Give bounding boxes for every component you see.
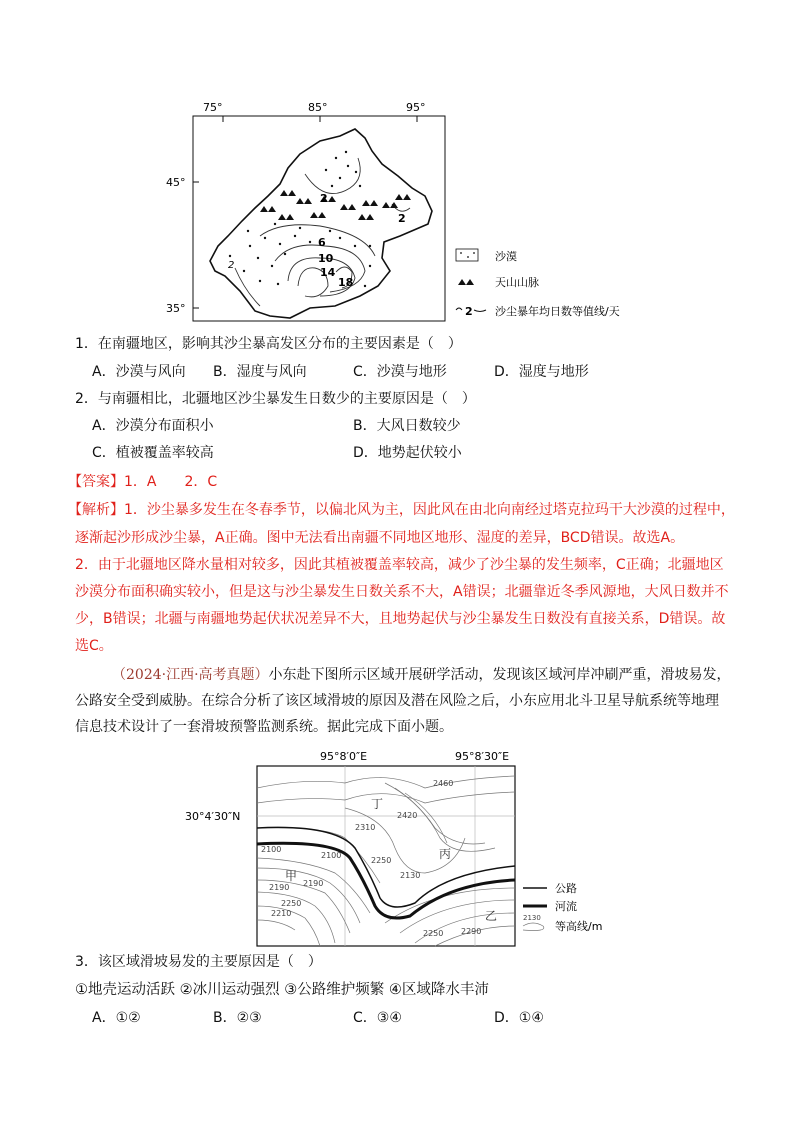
lon-label-95-8-30: 95°8′30″E bbox=[455, 750, 510, 763]
map-label: 2250 bbox=[423, 929, 444, 938]
lat-label-30-4-30: 30°4′30″N bbox=[185, 810, 241, 823]
analysis-line-3: 2．由于北疆地区降水量相对较多，因此其植被覆盖率较高，减少了沙尘暴的发生频率，C正确；北疆地区 bbox=[75, 557, 724, 573]
map-label: 2 bbox=[465, 305, 473, 318]
map-label: 2210 bbox=[271, 909, 292, 918]
intro-line-3: 信息技术设计了一套滑坡预警监测系统。据此完成下面小题。 bbox=[75, 719, 453, 735]
legend-contour-m: 等高线/m bbox=[555, 920, 603, 933]
lon-label-95: 95° bbox=[406, 101, 426, 114]
place-yi: 乙 bbox=[485, 909, 498, 923]
legend-desert: 沙漠 bbox=[495, 250, 517, 263]
map-label: 2 bbox=[228, 260, 235, 271]
map-label: 2250 bbox=[371, 856, 392, 865]
map-label: 6 bbox=[318, 236, 326, 249]
q2-option-c[interactable]: C．植被覆盖率较高 bbox=[92, 445, 214, 461]
landslide-contour-map bbox=[185, 748, 625, 948]
lat-label-35: 35° bbox=[166, 302, 186, 315]
lon-label-85: 85° bbox=[308, 101, 328, 114]
lat-label-45: 45° bbox=[166, 176, 186, 189]
map-label: 2310 bbox=[355, 823, 376, 832]
q3-option-b[interactable]: B．②③ bbox=[213, 1010, 262, 1026]
map-label: 2420 bbox=[397, 811, 418, 820]
q3-stem: 3．该区域滑坡易发的主要原因是（ ） bbox=[75, 954, 322, 970]
lon-label-95-8-0: 95°8′0″E bbox=[320, 750, 368, 763]
lon-label-75: 75° bbox=[203, 101, 223, 114]
map-label: 2460 bbox=[433, 779, 454, 788]
map-label: 2 bbox=[320, 192, 328, 205]
q2-option-b[interactable]: B．大风日数较少 bbox=[353, 418, 461, 434]
q1-option-d[interactable]: D．湿度与地形 bbox=[494, 364, 589, 380]
legend-contour: 沙尘暴年均日数等值线/天 bbox=[495, 305, 620, 318]
analysis-line-6: 选C。 bbox=[75, 638, 113, 654]
map-label: 2250 bbox=[281, 899, 302, 908]
map-label: 14 bbox=[320, 266, 336, 279]
q1-option-b[interactable]: B．湿度与风向 bbox=[213, 364, 307, 380]
q3-option-d[interactable]: D．①④ bbox=[494, 1010, 544, 1026]
analysis-head: 【解析】 bbox=[68, 502, 124, 518]
xinjiang-sandstorm-map bbox=[160, 96, 660, 326]
q2-stem: 2．与南疆相比，北疆地区沙尘暴发生日数少的主要原因是（ ） bbox=[75, 391, 476, 407]
q2-option-d[interactable]: D．地势起伏较小 bbox=[353, 445, 462, 461]
place-ding: 丁 bbox=[371, 797, 384, 811]
map-label: 2100 bbox=[321, 851, 342, 860]
q3-option-a[interactable]: A．①② bbox=[92, 1010, 141, 1026]
intro-line-2: 公路安全受到威胁。在综合分析了该区域滑坡的原因及潜在风险之后，小东应用北斗卫星导航系统等地理 bbox=[75, 693, 719, 709]
analysis-line-4: 沙漠分布面积确实较小，但是这与沙尘暴发生日数关系不大，A错误；北疆靠近冬季风源地，大风日数并不 bbox=[75, 584, 729, 600]
analysis-line-2: 逐渐起沙形成沙尘暴，A正确。图中无法看出南疆不同地区地形、湿度的差异，BCD错误。故选A。 bbox=[75, 530, 685, 546]
map-label: 2 bbox=[398, 212, 406, 225]
legend-river: 河流 bbox=[555, 900, 577, 913]
q1-option-a[interactable]: A．沙漠与风向 bbox=[92, 364, 186, 380]
intro-line-1: （2024·江西·高考真题）小东赴下图所示区域开展研学活动，发现该区域河岸冲刷严重，滑坡易发， bbox=[112, 667, 731, 683]
analysis-line-5: 少，B错误；北疆与南疆地势起伏状况差异不大，且地势起伏与沙尘暴发生日数没有直接关系，D错误。故 bbox=[75, 611, 726, 627]
place-jia: 甲 bbox=[285, 869, 298, 883]
map-label: 2100 bbox=[261, 845, 282, 854]
answer-line: 【答案】1．A 2．C bbox=[68, 474, 218, 490]
map-label: 2130 bbox=[523, 914, 541, 922]
map-label: 2130 bbox=[400, 871, 421, 880]
place-bing: 丙 bbox=[439, 847, 452, 861]
map-label: 18 bbox=[338, 276, 354, 289]
q3-option-c[interactable]: C．③④ bbox=[353, 1010, 402, 1026]
legend-road: 公路 bbox=[555, 882, 577, 895]
map-label: 2190 bbox=[303, 879, 324, 888]
legend-tianshan: 天山山脉 bbox=[495, 276, 539, 289]
road-line bbox=[257, 827, 515, 907]
source-tag: （2024·江西·高考真题） bbox=[112, 667, 269, 683]
analysis-line-1: 【解析】1．沙尘暴多发生在冬春季节，以偏北风为主，因此风在由北向南经过塔克拉玛干大沙漠的过程中， bbox=[68, 502, 735, 518]
q1-stem: 1．在南疆地区，影响其沙尘暴高发区分布的主要因素是（ ） bbox=[75, 336, 462, 352]
q2-option-a[interactable]: A．沙漠分布面积小 bbox=[92, 418, 214, 434]
map-label: 2290 bbox=[461, 927, 482, 936]
map-label: 2190 bbox=[269, 883, 290, 892]
q1-option-c[interactable]: C．沙漠与地形 bbox=[353, 364, 447, 380]
map-label: 10 bbox=[318, 252, 334, 265]
mountain-legend-icon bbox=[458, 279, 474, 285]
q3-factors: ①地壳运动活跃 ②冰川运动强烈 ③公路维护频繁 ④区域降水丰沛 bbox=[75, 982, 489, 998]
